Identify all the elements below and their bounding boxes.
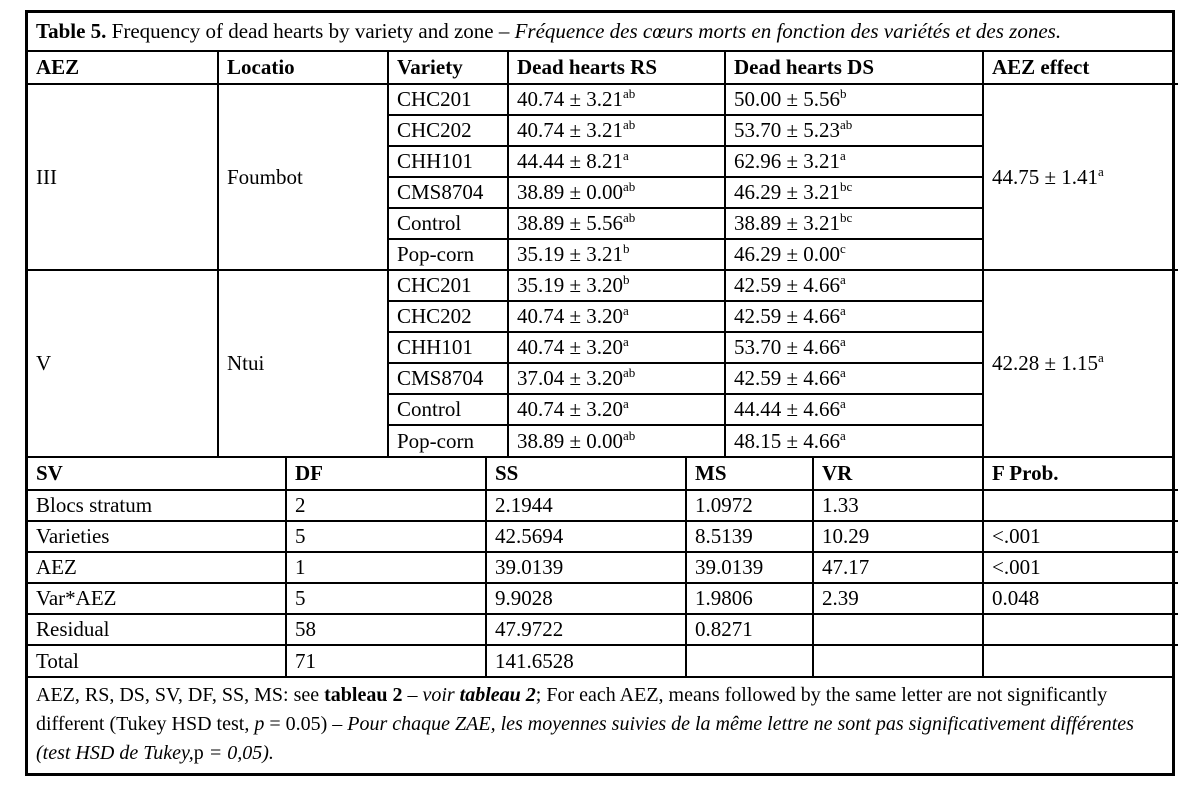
significance-letter: a bbox=[840, 427, 846, 443]
df-cell: 58 bbox=[286, 614, 486, 645]
mean-value: 46.29 ± 0.00 bbox=[734, 242, 841, 266]
mean-rs-cell bbox=[508, 239, 725, 270]
mean-rs-cell bbox=[508, 394, 725, 425]
anova-header-row bbox=[28, 458, 1178, 490]
header-dead-hearts-ds: Dead hearts DS bbox=[725, 52, 983, 84]
footnote-p: p bbox=[193, 742, 204, 764]
variety-cell: Pop-corn bbox=[388, 239, 508, 270]
significance-letter: ab bbox=[840, 117, 853, 132]
significance-letter: ab bbox=[623, 117, 636, 132]
mean-value: 46.29 ± 3.21 bbox=[734, 180, 841, 204]
sv-cell: Varieties bbox=[28, 521, 286, 552]
mean-ds-cell bbox=[725, 146, 983, 177]
significance-letter: a bbox=[1098, 350, 1104, 365]
mean-value: 44.75 ± 1.41 bbox=[992, 164, 1099, 189]
significance-letter: a bbox=[840, 365, 846, 380]
variety-cell: CHC201 bbox=[388, 84, 508, 115]
footnote-text: AEZ, RS, DS, SV, DF, SS, MS: see bbox=[36, 684, 325, 706]
variety-cell: Control bbox=[388, 394, 508, 425]
mean-rs-cell bbox=[508, 208, 725, 239]
ss-cell: 39.0139 bbox=[486, 552, 686, 583]
df-cell: 71 bbox=[286, 645, 486, 676]
mean-value: 40.74 ± 3.20 bbox=[517, 397, 624, 421]
aez-effect-cell bbox=[983, 270, 1178, 456]
mean-rs-cell bbox=[508, 270, 725, 301]
ms-cell bbox=[686, 645, 813, 676]
significance-letter: ab bbox=[623, 427, 636, 443]
significance-letter: b bbox=[623, 241, 630, 256]
header-vr: VR bbox=[813, 458, 983, 490]
vr-cell: 2.39 bbox=[813, 583, 983, 614]
significance-letter: bc bbox=[840, 179, 853, 194]
ms-cell: 8.5139 bbox=[686, 521, 813, 552]
mean-ds-cell bbox=[725, 239, 983, 270]
variety-cell: CMS8704 bbox=[388, 177, 508, 208]
mean-ds-cell bbox=[725, 332, 983, 363]
significance-letter: a bbox=[840, 396, 846, 411]
mean-value: 62.96 ± 3.21 bbox=[734, 149, 841, 173]
sv-cell: Total bbox=[28, 645, 286, 676]
vr-cell: 10.29 bbox=[813, 521, 983, 552]
footnote-text: = 0.05) – bbox=[264, 713, 348, 735]
ss-cell: 47.9722 bbox=[486, 614, 686, 645]
anova-row bbox=[28, 490, 1178, 521]
significance-letter: a bbox=[840, 334, 846, 349]
mean-rs-cell bbox=[508, 363, 725, 394]
significance-letter: ab bbox=[623, 365, 636, 380]
fprob-cell bbox=[983, 645, 1178, 676]
significance-letter: a bbox=[840, 148, 846, 163]
footnote-text: ; For each AEZ, means followed by the same letter are not significantly different (Tukey HSD test, bbox=[36, 684, 1108, 735]
anova-row bbox=[28, 645, 1178, 676]
vr-cell bbox=[813, 645, 983, 676]
mean-value: 42.59 ± 4.66 bbox=[734, 366, 841, 390]
df-cell: 5 bbox=[286, 583, 486, 614]
mean-value: 38.89 ± 0.00 bbox=[517, 428, 624, 453]
header-dead-hearts-rs: Dead hearts RS bbox=[508, 52, 725, 84]
mean-value: 40.74 ± 3.21 bbox=[517, 118, 624, 142]
ss-cell: 42.5694 bbox=[486, 521, 686, 552]
variety-cell: Pop-corn bbox=[388, 425, 508, 456]
anova-table bbox=[28, 458, 1178, 676]
footnote-text-italic: voir bbox=[422, 684, 460, 706]
sv-cell: Residual bbox=[28, 614, 286, 645]
variety-cell: CHC201 bbox=[388, 270, 508, 301]
variety-cell: CHC202 bbox=[388, 115, 508, 146]
fprob-cell: <.001 bbox=[983, 521, 1178, 552]
variety-cell: CHH101 bbox=[388, 146, 508, 177]
significance-letter: b bbox=[840, 86, 847, 101]
location-cell: Ntui bbox=[218, 270, 388, 456]
significance-letter: a bbox=[840, 303, 846, 318]
footnote-p-italic: p bbox=[254, 713, 265, 735]
footnote-text-italic: = 0,05). bbox=[203, 742, 274, 764]
ms-cell: 0.8271 bbox=[686, 614, 813, 645]
mean-rs-cell bbox=[508, 177, 725, 208]
mean-ds-cell bbox=[725, 84, 983, 115]
significance-letter: c bbox=[840, 241, 846, 256]
table-row bbox=[28, 84, 1178, 115]
significance-letter: ab bbox=[623, 210, 636, 225]
ss-cell: 2.1944 bbox=[486, 490, 686, 521]
ms-cell: 39.0139 bbox=[686, 552, 813, 583]
mean-value: 53.70 ± 4.66 bbox=[734, 335, 841, 359]
fprob-cell: 0.048 bbox=[983, 583, 1178, 614]
df-cell: 2 bbox=[286, 490, 486, 521]
header-fprob: F Prob. bbox=[983, 458, 1178, 490]
location-cell: Foumbot bbox=[218, 84, 388, 270]
footnote-ref-bold: tableau 2 bbox=[324, 684, 403, 706]
anova-row bbox=[28, 614, 1178, 645]
mean-ds-cell bbox=[725, 208, 983, 239]
anova-row bbox=[28, 552, 1178, 583]
mean-rs-cell bbox=[508, 115, 725, 146]
means-header-row bbox=[28, 52, 1178, 84]
mean-value: 35.19 ± 3.20 bbox=[517, 273, 624, 297]
footnote-ref-bold-italic: tableau 2 bbox=[459, 684, 536, 706]
mean-value: 40.74 ± 3.21 bbox=[517, 87, 624, 111]
significance-letter: a bbox=[623, 334, 629, 349]
significance-letter: a bbox=[840, 272, 846, 287]
aez-effect-cell bbox=[983, 84, 1178, 270]
header-variety: Variety bbox=[388, 52, 508, 84]
header-ss: SS bbox=[486, 458, 686, 490]
mean-value: 38.89 ± 5.56 bbox=[517, 211, 624, 235]
mean-ds-cell bbox=[725, 301, 983, 332]
mean-ds-cell bbox=[725, 270, 983, 301]
mean-rs-cell bbox=[508, 425, 725, 456]
table-caption bbox=[28, 13, 1172, 52]
mean-rs-cell bbox=[508, 146, 725, 177]
vr-cell bbox=[813, 614, 983, 645]
mean-value: 38.89 ± 3.21 bbox=[734, 211, 841, 235]
mean-value: 42.59 ± 4.66 bbox=[734, 273, 841, 297]
mean-value: 37.04 ± 3.20 bbox=[517, 366, 624, 390]
table-number: Table 5. bbox=[36, 19, 107, 43]
vr-cell: 1.33 bbox=[813, 490, 983, 521]
ss-cell: 9.9028 bbox=[486, 583, 686, 614]
significance-letter: a bbox=[1098, 163, 1104, 179]
significance-letter: a bbox=[623, 148, 629, 163]
mean-value: 40.74 ± 3.20 bbox=[517, 304, 624, 328]
significance-letter: bc bbox=[840, 210, 853, 225]
variety-cell: CHH101 bbox=[388, 332, 508, 363]
fprob-cell bbox=[983, 490, 1178, 521]
mean-value: 38.89 ± 0.00 bbox=[517, 180, 624, 204]
aez-zone-cell: V bbox=[28, 270, 218, 456]
significance-letter: b bbox=[623, 272, 630, 287]
mean-ds-cell bbox=[725, 394, 983, 425]
mean-ds-cell bbox=[725, 363, 983, 394]
header-location: Locatio bbox=[218, 52, 388, 84]
mean-value: 42.59 ± 4.66 bbox=[734, 304, 841, 328]
table-5-frame bbox=[25, 10, 1175, 776]
anova-row bbox=[28, 583, 1178, 614]
mean-rs-cell bbox=[508, 301, 725, 332]
footnote-text: – bbox=[402, 684, 423, 706]
df-cell: 5 bbox=[286, 521, 486, 552]
mean-ds-cell bbox=[725, 425, 983, 456]
fprob-cell bbox=[983, 614, 1178, 645]
mean-ds-cell bbox=[725, 177, 983, 208]
mean-rs-cell bbox=[508, 332, 725, 363]
mean-value: 40.74 ± 3.20 bbox=[517, 335, 624, 359]
mean-rs-cell bbox=[508, 84, 725, 115]
mean-value: 44.44 ± 4.66 bbox=[734, 397, 841, 421]
table-row bbox=[28, 270, 1178, 301]
mean-ds-cell bbox=[725, 115, 983, 146]
mean-value: 50.00 ± 5.56 bbox=[734, 87, 841, 111]
sv-cell: Blocs stratum bbox=[28, 490, 286, 521]
means-table bbox=[28, 52, 1178, 456]
table-footnote bbox=[28, 676, 1172, 773]
header-ms: MS bbox=[686, 458, 813, 490]
header-df: DF bbox=[286, 458, 486, 490]
variety-cell: CMS8704 bbox=[388, 363, 508, 394]
variety-cell: Control bbox=[388, 208, 508, 239]
aez-zone-cell: III bbox=[28, 84, 218, 270]
header-sv: SV bbox=[28, 458, 286, 490]
ss-cell: 141.6528 bbox=[486, 645, 686, 676]
significance-letter: a bbox=[623, 303, 629, 318]
mean-value: 48.15 ± 4.66 bbox=[734, 428, 841, 453]
significance-letter: ab bbox=[623, 86, 636, 101]
sv-cell: AEZ bbox=[28, 552, 286, 583]
fprob-cell: <.001 bbox=[983, 552, 1178, 583]
anova-row bbox=[28, 521, 1178, 552]
footnote-text-french-italic: Pour chaque ZAE, les moyennes suivies de la même lettre ne sont pas significativement différentes (test HSD de Tukey, bbox=[36, 713, 1134, 764]
mean-value: 35.19 ± 3.21 bbox=[517, 242, 624, 266]
mean-value: 44.44 ± 8.21 bbox=[517, 149, 624, 173]
header-aez: AEZ bbox=[28, 52, 218, 84]
ms-cell: 1.9806 bbox=[686, 583, 813, 614]
significance-letter: ab bbox=[623, 179, 636, 194]
caption-english: Frequency of dead hearts by variety and zone – bbox=[106, 19, 515, 43]
ms-cell: 1.0972 bbox=[686, 490, 813, 521]
sv-cell: Var*AEZ bbox=[28, 583, 286, 614]
mean-value: 42.28 ± 1.15 bbox=[992, 351, 1099, 375]
vr-cell: 47.17 bbox=[813, 552, 983, 583]
significance-letter: a bbox=[623, 396, 629, 411]
df-cell: 1 bbox=[286, 552, 486, 583]
caption-french: Fréquence des cœurs morts en fonction des variétés et des zones. bbox=[514, 19, 1062, 43]
header-aez-effect: AEZ effect bbox=[983, 52, 1178, 84]
variety-cell: CHC202 bbox=[388, 301, 508, 332]
mean-value: 53.70 ± 5.23 bbox=[734, 118, 841, 142]
